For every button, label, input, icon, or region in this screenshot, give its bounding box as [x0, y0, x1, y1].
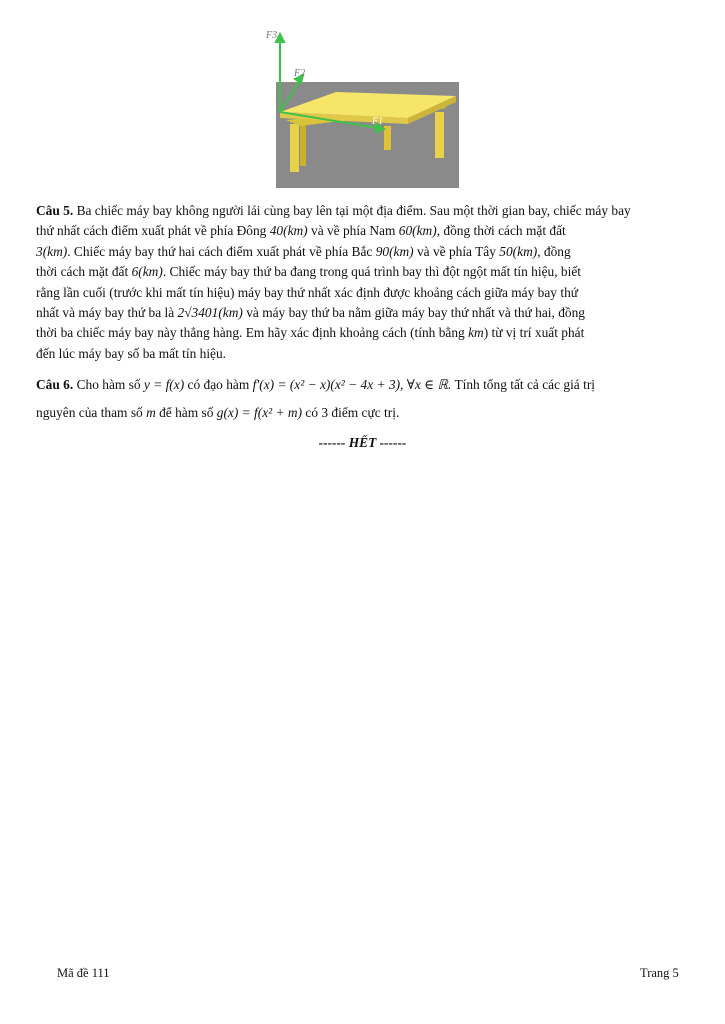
question-5: Câu 5. Ba chiếc máy bay không người lái cùng bay lên tại một địa điểm. Sau một thời gian bay, chiếc máy bay thứ nhất cách điểm xuất phát về phía Đông 40(km) và về phía Nam 60(km), đồng thời cách mặt đất 3(km). Chiếc máy bay thứ hai cách điểm xuất phát về phía Bắc 90(km) và về phía Tây 50(km), đồng thời cách mặt đất 6(km). Chiếc máy bay thứ ba đang trong quá trình bay thì đột ngột mất tín hiệu, biết rằng lần cuối (trước khi mất tín hiệu) máy bay thứ nhất xác định được khoảng cách giữa máy bay thứ nhất và máy bay thứ ba là 2√3401(km) và máy bay thứ ba nằm giữa máy bay thứ nhất và thứ hai, đồng thời ba chiếc máy bay này thẳng hàng. Em hãy xác định khoảng cách (tính bằng km) từ vị trí xuất phát đến lúc máy bay số ba mất tín hiệu. [36, 203, 631, 361]
table-leg [435, 112, 444, 158]
page-number: Trang 5 [640, 966, 679, 980]
table-force-figure [258, 26, 463, 190]
vector-label-f3: F3 [266, 30, 278, 41]
table-illustration [258, 26, 463, 190]
question-6-label: Câu 6. [36, 377, 74, 392]
question-5-label: Câu 5. [36, 203, 74, 218]
vector-label-f2: F2 [294, 68, 306, 79]
question-6: Câu 6. Cho hàm số y = f(x) có đạo hàm f′(x) = (x² − x)(x² − 4x + 3), ∀x ∈ ℝ. Tính tổng tất cả các giá trị nguyên của tham số m để hàm số g(x) = f(x² + m) có 3 điểm cực trị. [36, 377, 595, 421]
table-leg [300, 124, 306, 166]
arrow-head-icon [276, 34, 284, 42]
end-marker: ------ HẾT ------ [318, 435, 407, 450]
vector-label-f1: F1 [372, 116, 384, 127]
exam-code: Mã đề 111 [57, 966, 110, 980]
table-leg [290, 124, 299, 172]
